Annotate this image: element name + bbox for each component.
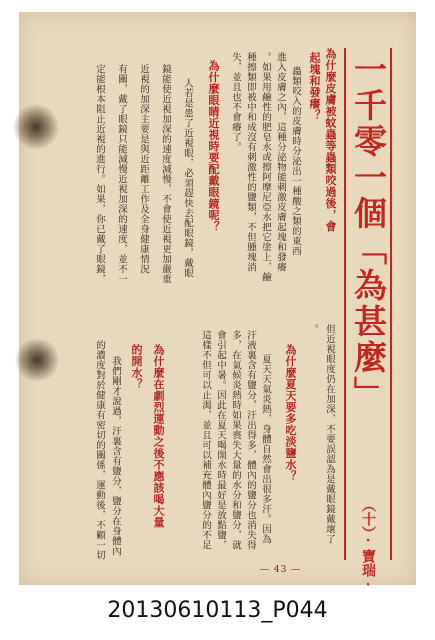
- book-title: 一千零一個「為甚麼」: [349, 52, 388, 412]
- water-stain: [15, 338, 59, 382]
- section-title-summer-salt: 為什麼夏天要多吃淡鹽水？: [284, 344, 297, 482]
- bug-bite-line-3: 。如果用鹼性的肥皂水或擦阿摩尼亞水把它塗上，鹼: [260, 52, 271, 282]
- myopia-line-3: 近視的加深主要是與近距離工作及全身健康情況: [138, 64, 149, 274]
- myopia-line-2: 鏡能使近視加深的速度減慢，不會使近視更加嚴重: [160, 64, 171, 284]
- section-title-bug-bite: 為什麼皮膚被蚊蟲等蟲類咬過後，會: [324, 48, 337, 232]
- summer-line-1: 夏天天氣炎熱，身體自然會出很多汗。因為: [260, 354, 271, 544]
- section-title-exercise: 為什麼在劇烈運動之後不應該喝大量: [152, 344, 165, 528]
- summer-line-4: 會引起中暑。因此在夏天喝開水時最好是放點鹽，: [215, 330, 226, 550]
- page-number: — 43 —: [260, 565, 302, 575]
- bug-bite-line-5: 失，並且也不會癢了。: [230, 52, 241, 152]
- summer-line-2: 汗液裏含有鹽分，汗出得多，體內的鹽分也消失得: [245, 330, 256, 550]
- bug-bite-line-1: 蟲類咬入的皮膚時分泌出一種酸之類的東西: [290, 66, 301, 256]
- bug-bite-line-2: 進入皮膚之內，這種分泌物能刺激皮膚起塊和發癢: [275, 52, 286, 272]
- myopia-line-4: 有關，戴了眼鏡只能減慢近視加深的速度，並不一: [116, 64, 127, 284]
- myopia-line-5: 定能根本阻止近視的進行。如果，你已戴了眼鏡，: [94, 64, 105, 284]
- section-title-exercise-cont: 的開水？: [130, 344, 143, 390]
- myopia-line-1: 人若是患了近視眼，必須趕快去配眼鏡，戴眼: [182, 78, 193, 278]
- section-title-myopia: 為什麼眼睛近視時要配戴眼鏡呢？: [207, 60, 220, 233]
- title-banner: [344, 48, 392, 593]
- exercise-line-1: 我們剛才說過，汗裏含有鹽分，鹽分在身體內: [110, 356, 121, 556]
- myopia-continuation-line-2: 。: [307, 324, 318, 334]
- bug-bite-line-4: 種擦類即被中和成沒有刺激性的鹽類，不但腫塊消: [245, 52, 256, 272]
- summer-line-5: 這樣不但可以止渴，並且可以補充體內鹽分的不足: [200, 330, 211, 550]
- myopia-continuation-line-1: 但近視眼度仍在加深，不要誤認為是戴眼鏡戴壞了: [324, 324, 335, 544]
- author-byline: （十）·寶瑞·: [360, 498, 376, 593]
- archive-caption: 20130610113_P044: [107, 598, 328, 623]
- section-title-bug-bite-cont: 起塊和發癢？: [308, 52, 321, 121]
- water-stain: [13, 104, 59, 150]
- exercise-line-2: 的濃度對於健康有密切的關係，運動後，不顧一切: [94, 340, 105, 560]
- summer-line-3: 多，在氣候炎熱時如果喪失大量的水分和鹽分，就: [230, 330, 241, 550]
